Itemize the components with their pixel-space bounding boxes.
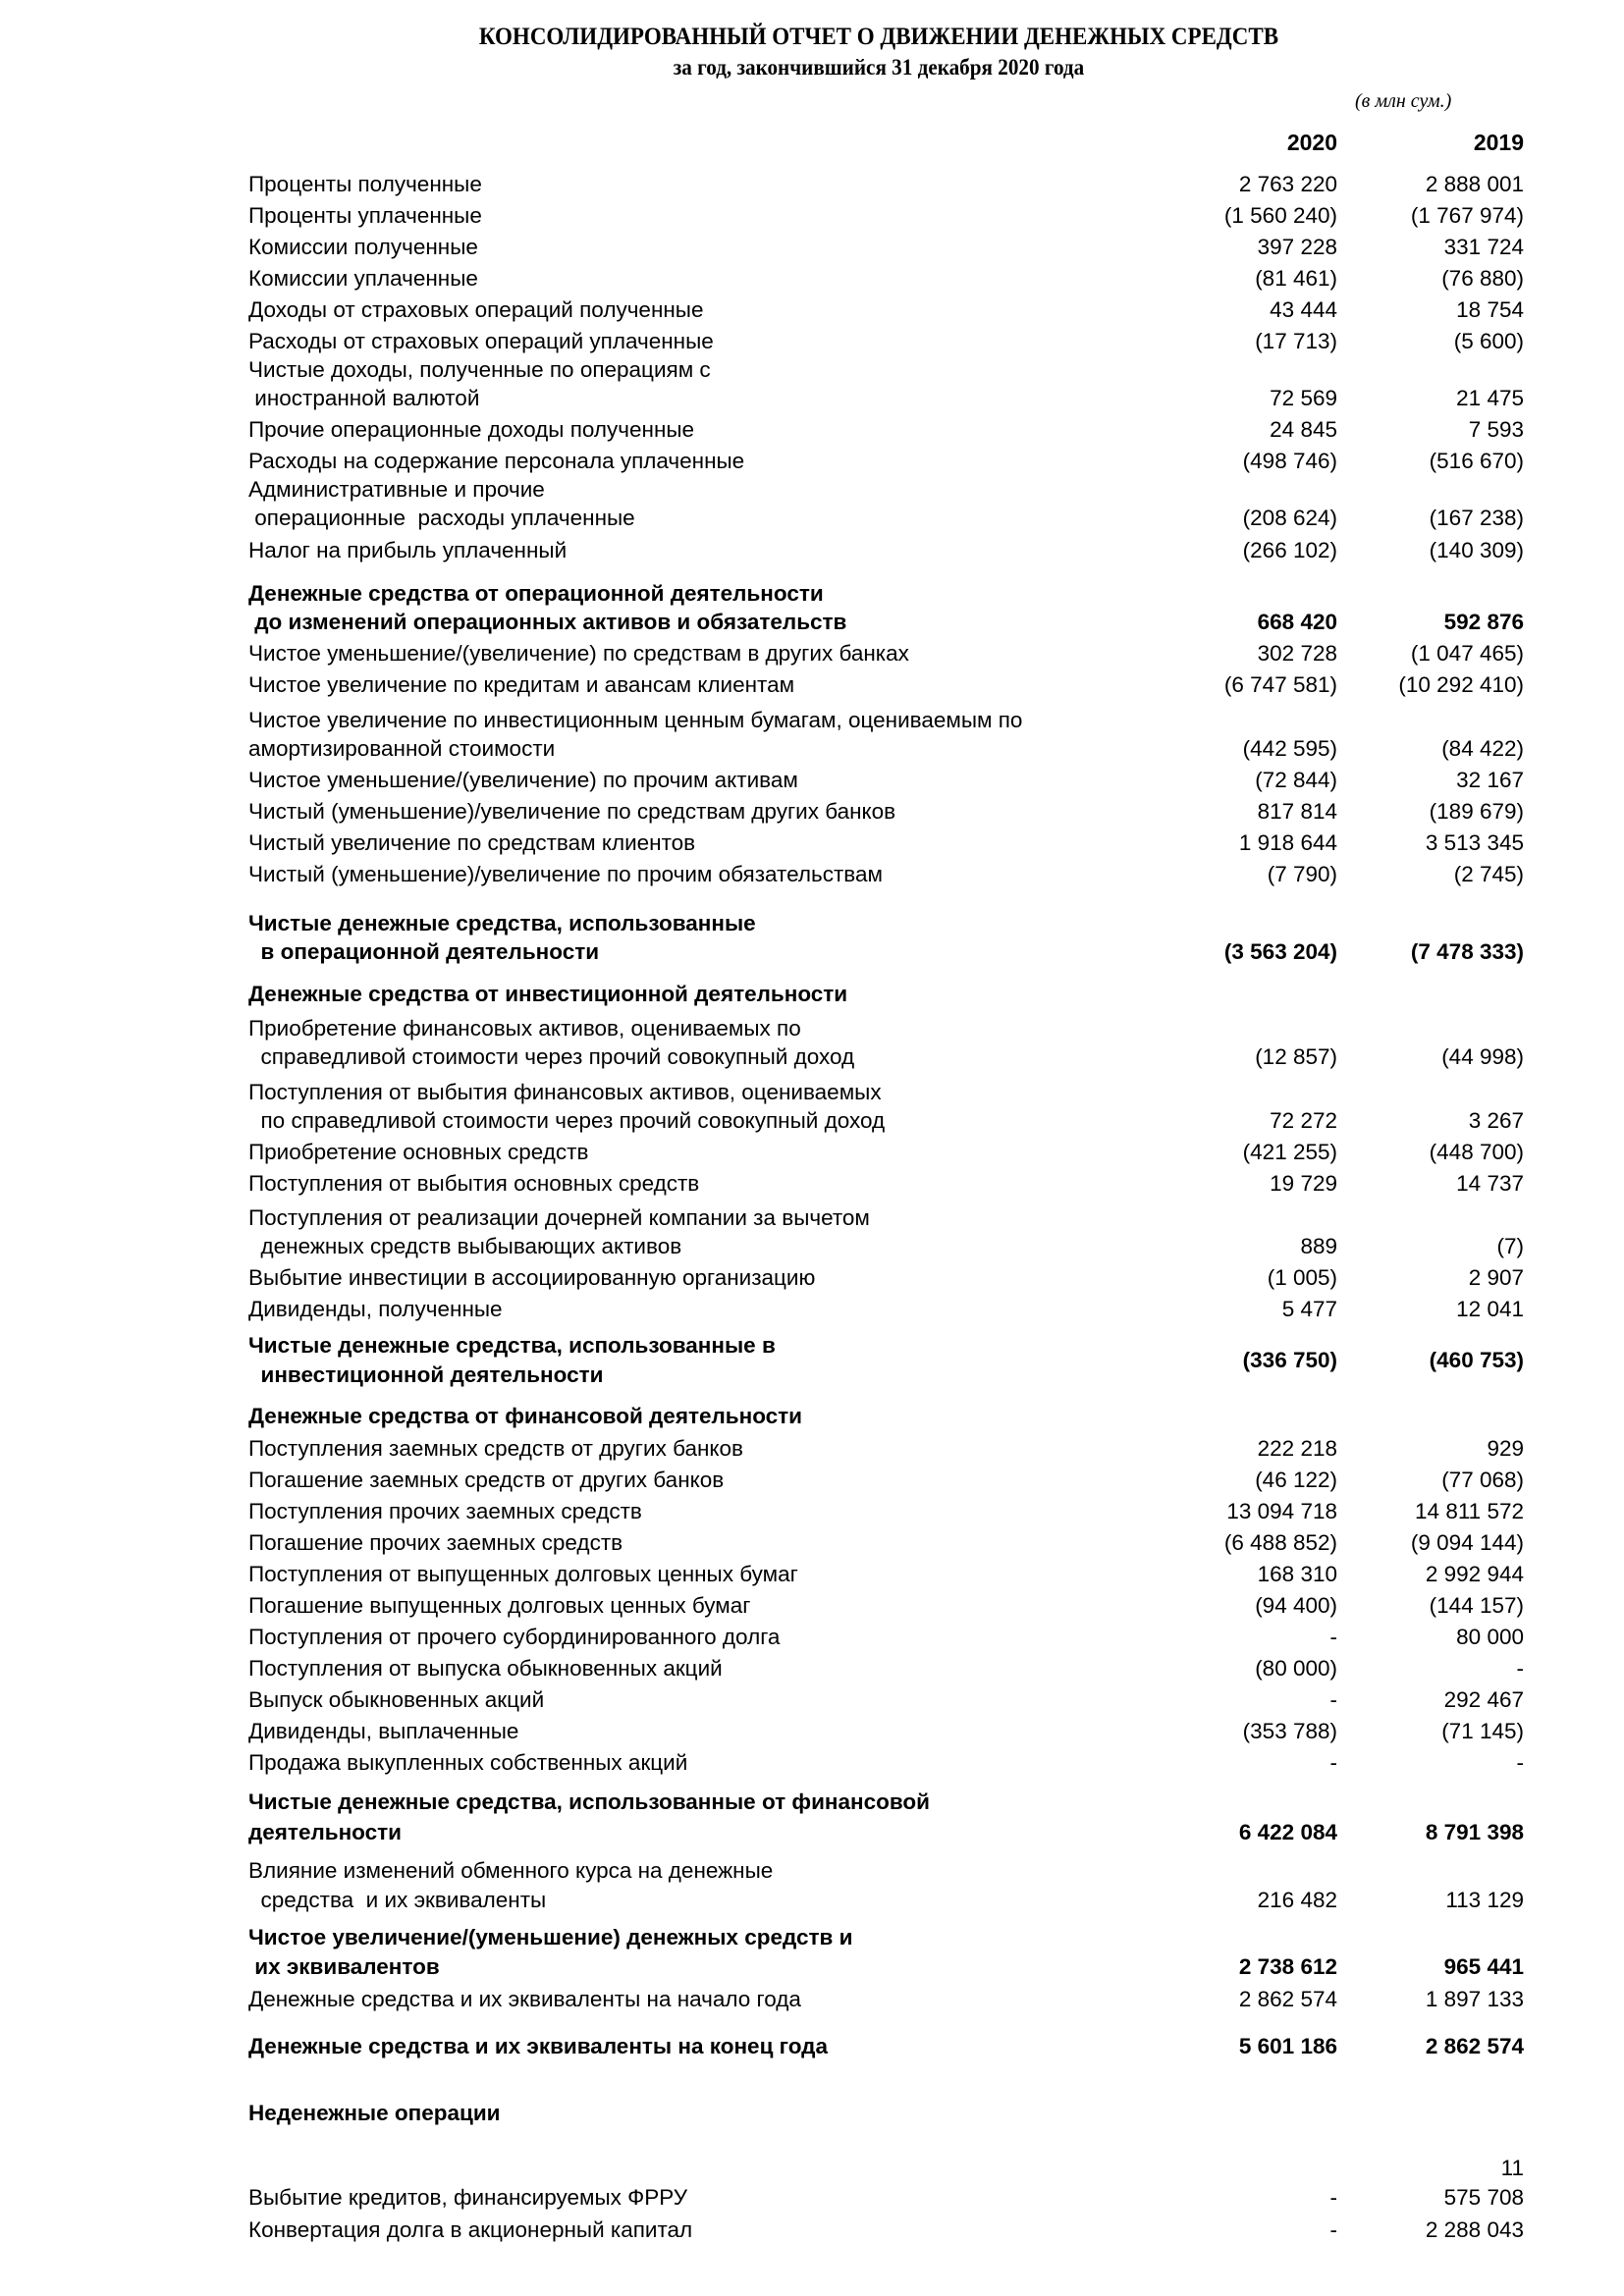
row-label: Комиссии полученные — [248, 235, 478, 259]
row-label: Чистый (уменьшение)/увеличение по прочим обязательствам — [248, 862, 883, 886]
value-2019: - — [1516, 1750, 1524, 1775]
row-label: Поступления заемных средств от других банков — [248, 1436, 743, 1461]
value-2019: (516 670) — [1429, 449, 1524, 473]
value-2020: (81 461) — [1255, 266, 1337, 291]
value-2019: 14 811 572 — [1415, 1499, 1524, 1523]
value-2019: (9 094 144) — [1410, 1530, 1524, 1555]
row-label: Доходы от страховых операций полученные — [248, 297, 704, 322]
section-heading: Неденежные операции — [248, 2101, 501, 2125]
row-label-continued: по справедливой стоимости через прочий совокупный доход — [248, 1108, 886, 1133]
value-2019: 113 129 — [1445, 1888, 1524, 1912]
value-2019: 1 897 133 — [1425, 1987, 1524, 2011]
value-2020: (266 102) — [1242, 538, 1337, 562]
value-2020: (12 857) — [1255, 1044, 1337, 1069]
value-2019: (1 047 465) — [1410, 641, 1524, 666]
value-2020: 5 477 — [1281, 1297, 1337, 1321]
value-2019: (140 309) — [1429, 538, 1524, 562]
value-2019: 3 513 345 — [1425, 830, 1524, 855]
row-label: Налог на прибыль уплаченный — [248, 538, 568, 562]
row-label: Поступления от выпущенных долговых ценных бумаг — [248, 1562, 798, 1586]
row-label: Погашение прочих заемных средств — [248, 1530, 623, 1555]
row-label: Комиссии уплаченные — [248, 266, 478, 291]
subtotal-label: Денежные средства от операционной деятельности — [248, 581, 824, 606]
value-2019: 12 041 — [1456, 1297, 1524, 1321]
row-label-continued: их эквивалентов — [248, 1954, 440, 1979]
row-label: Чистый увеличение по средствам клиентов — [248, 830, 696, 855]
value-2020: (46 122) — [1255, 1468, 1337, 1492]
column-header-2019: 2019 — [1473, 130, 1524, 155]
total-label: Чистые денежные средства, использованные от финансовой — [248, 1789, 930, 1814]
row-label: Погашение заемных средств от других банков — [248, 1468, 725, 1492]
total-2019: 8 791 398 — [1425, 1820, 1524, 1844]
total-label-continued: инвестиционной деятельности — [248, 1362, 604, 1387]
row-label: Влияние изменений обменного курса на денежные — [248, 1858, 774, 1883]
value-2020: - — [1329, 1625, 1337, 1649]
row-label: Поступления прочих заемных средств — [248, 1499, 642, 1523]
row-label: Поступления от выпуска обыкновенных акций — [248, 1656, 723, 1681]
value-2019: 2 992 944 — [1425, 1562, 1524, 1586]
value-2020: (353 788) — [1242, 1719, 1337, 1743]
value-2019: (84 422) — [1441, 736, 1524, 761]
row-label: Конвертация долга в акционерный капитал — [248, 2217, 693, 2242]
value-2020: (6 747 581) — [1223, 672, 1337, 697]
row-label: Чистый (уменьшение)/увеличение по средствам других банков — [248, 799, 896, 824]
value-2019: 2 907 — [1468, 1265, 1524, 1290]
value-2020: - — [1329, 2185, 1337, 2210]
value-2019: 331 724 — [1443, 235, 1524, 259]
row-label: Чистое увеличение по кредитам и авансам клиентам — [248, 672, 795, 697]
value-2020: 889 — [1300, 1234, 1337, 1258]
total-2019: (7 478 333) — [1410, 939, 1524, 964]
note-reference: 11 — [1500, 2156, 1524, 2180]
value-2020: (72 844) — [1255, 768, 1337, 792]
value-2019: (448 700) — [1429, 1140, 1524, 1164]
value-2019: 18 754 — [1456, 297, 1524, 322]
total-2019: (460 753) — [1429, 1348, 1524, 1372]
value-2020: 43 444 — [1270, 297, 1337, 322]
row-label-continued: операционные расходы уплаченные — [248, 506, 635, 530]
value-2019: (5 600) — [1453, 329, 1524, 353]
row-label: Денежные средства и их эквиваленты на конец года — [248, 2034, 828, 2058]
section-heading: Денежные средства от финансовой деятельности — [248, 1404, 803, 1428]
row-label: Проценты полученные — [248, 172, 482, 196]
value-2019: 965 441 — [1443, 1954, 1524, 1979]
value-2020: (1 560 240) — [1223, 203, 1337, 228]
value-2019: (167 238) — [1429, 506, 1524, 530]
value-2019: (71 145) — [1441, 1719, 1524, 1743]
section-heading: Денежные средства от инвестиционной деятельности — [248, 982, 848, 1006]
value-2020: - — [1329, 1687, 1337, 1712]
subtotal-label-continued: до изменений операционных активов и обязательств — [248, 610, 847, 634]
total-label-continued: деятельности — [248, 1820, 402, 1844]
value-2020: 2 738 612 — [1238, 1954, 1337, 1979]
row-label: Чистое увеличение/(уменьшение) денежных средств и — [248, 1925, 853, 1949]
value-2019: 32 167 — [1456, 768, 1524, 792]
value-2020: 24 845 — [1270, 417, 1337, 442]
value-2020: (421 255) — [1242, 1140, 1337, 1164]
value-2020: (208 624) — [1242, 506, 1337, 530]
value-2020: 168 310 — [1257, 1562, 1337, 1586]
value-2019: 292 467 — [1443, 1687, 1524, 1712]
row-label: Административные и прочие — [248, 477, 545, 502]
column-header-2020: 2020 — [1286, 130, 1337, 155]
value-2020: 5 601 186 — [1238, 2034, 1337, 2058]
row-label: Чистое уменьшение/(увеличение) по прочим активам — [248, 768, 798, 792]
row-label: Выбытие инвестиции в ассоциированную организацию — [248, 1265, 816, 1290]
row-label: Денежные средства и их эквиваленты на начало года — [248, 1987, 801, 2011]
total-2020: (336 750) — [1242, 1348, 1337, 1372]
value-2019: (144 157) — [1429, 1593, 1524, 1618]
value-2019: (7) — [1496, 1234, 1524, 1258]
row-label: Погашение выпущенных долговых ценных бумаг — [248, 1593, 751, 1618]
total-label: Чистые денежные средства, использованные — [248, 911, 756, 935]
value-2019: 14 737 — [1456, 1171, 1524, 1196]
row-label: Поступления от выбытия основных средств — [248, 1171, 700, 1196]
total-2020: 6 422 084 — [1238, 1820, 1337, 1844]
value-2019: 2 288 043 — [1425, 2217, 1524, 2242]
value-2020: 19 729 — [1270, 1171, 1337, 1196]
value-2019: (10 292 410) — [1398, 672, 1524, 697]
value-2019: (44 998) — [1441, 1044, 1524, 1069]
value-2019: - — [1516, 1656, 1524, 1681]
value-2020: 222 218 — [1257, 1436, 1337, 1461]
row-label-continued: справедливой стоимости через прочий совокупный доход — [248, 1044, 855, 1069]
value-2020: (7 790) — [1267, 862, 1337, 886]
value-2019: 21 475 — [1456, 386, 1524, 410]
value-2020: - — [1329, 1750, 1337, 1775]
row-label: Чистое увеличение по инвестиционным ценным бумагам, оцениваемым по — [248, 708, 1023, 732]
value-2019: (77 068) — [1441, 1468, 1524, 1492]
row-label: Приобретение основных средств — [248, 1140, 589, 1164]
value-2019: 2 888 001 — [1425, 172, 1524, 196]
value-2019: (1 767 974) — [1410, 203, 1524, 228]
row-label: Проценты уплаченные — [248, 203, 482, 228]
value-2020: 302 728 — [1257, 641, 1337, 666]
total-label-continued: в операционной деятельности — [248, 939, 600, 964]
row-label: Продажа выкупленных собственных акций — [248, 1750, 688, 1775]
value-2019: (76 880) — [1441, 266, 1524, 291]
value-2020: 72 272 — [1270, 1108, 1337, 1133]
value-2020: 216 482 — [1257, 1888, 1337, 1912]
row-label: Расходы на содержание персонала уплаченные — [248, 449, 745, 473]
value-2020: 2 862 574 — [1238, 1987, 1337, 2011]
row-label: Приобретение финансовых активов, оцениваемых по — [248, 1016, 801, 1041]
value-2019: (2 745) — [1453, 862, 1524, 886]
value-2020: (498 746) — [1242, 449, 1337, 473]
row-label: Расходы от страховых операций уплаченные — [248, 329, 714, 353]
row-label-continued: иностранной валютой — [248, 386, 480, 410]
value-2020: 72 569 — [1270, 386, 1337, 410]
row-label: Чистое уменьшение/(увеличение) по средствам в других банках — [248, 641, 909, 666]
row-label: Дивиденды, полученные — [248, 1297, 503, 1321]
row-label: Поступления от реализации дочерней компании за вычетом — [248, 1205, 870, 1230]
subtotal-2019: 592 876 — [1443, 610, 1524, 634]
total-label: Чистые денежные средства, использованные в — [248, 1333, 776, 1358]
value-2020: (6 488 852) — [1223, 1530, 1337, 1555]
total-2020: (3 563 204) — [1223, 939, 1337, 964]
row-label-continued: амортизированной стоимости — [248, 736, 556, 761]
value-2020: (1 005) — [1267, 1265, 1337, 1290]
value-2020: 2 763 220 — [1238, 172, 1337, 196]
value-2019: 80 000 — [1456, 1625, 1524, 1649]
row-label: Выпуск обыкновенных акций — [248, 1687, 545, 1712]
value-2020: 817 814 — [1257, 799, 1337, 824]
value-2019: 7 593 — [1468, 417, 1524, 442]
row-label: Поступления от выбытия финансовых активов, оцениваемых — [248, 1080, 882, 1104]
value-2020: (17 713) — [1255, 329, 1337, 353]
value-2020: - — [1329, 2217, 1337, 2242]
value-2019: 575 708 — [1443, 2185, 1524, 2210]
value-2020: (442 595) — [1242, 736, 1337, 761]
value-2020: 13 094 718 — [1226, 1499, 1337, 1523]
report-title: КОНСОЛИДИРОВАННЫЙ ОТЧЕТ О ДВИЖЕНИИ ДЕНЕЖНЫХ СРЕДСТВ — [478, 24, 1279, 50]
value-2020: (80 000) — [1255, 1656, 1337, 1681]
row-label: Дивиденды, выплаченные — [248, 1719, 519, 1743]
row-label-continued: денежных средств выбывающих активов — [248, 1234, 682, 1258]
value-2019: 3 267 — [1468, 1108, 1524, 1133]
value-2020: 397 228 — [1257, 235, 1337, 259]
value-2019: 2 862 574 — [1425, 2034, 1524, 2058]
row-label-continued: средства и их эквиваленты — [248, 1888, 547, 1912]
row-label: Выбытие кредитов, финансируемых ФРРУ — [248, 2185, 688, 2210]
value-2019: (189 679) — [1429, 799, 1524, 824]
currency-units: (в млн сум.) — [1355, 90, 1452, 112]
row-label: Прочие операционные доходы полученные — [248, 417, 695, 442]
row-label: Чистые доходы, полученные по операциям с — [248, 357, 711, 382]
value-2020: 1 918 644 — [1238, 830, 1337, 855]
value-2020: (94 400) — [1255, 1593, 1337, 1618]
value-2019: 929 — [1487, 1436, 1524, 1461]
report-subtitle: за год, закончившийся 31 декабря 2020 года — [673, 55, 1085, 80]
subtotal-2020: 668 420 — [1257, 610, 1337, 634]
row-label: Поступления от прочего субординированного долга — [248, 1625, 781, 1649]
